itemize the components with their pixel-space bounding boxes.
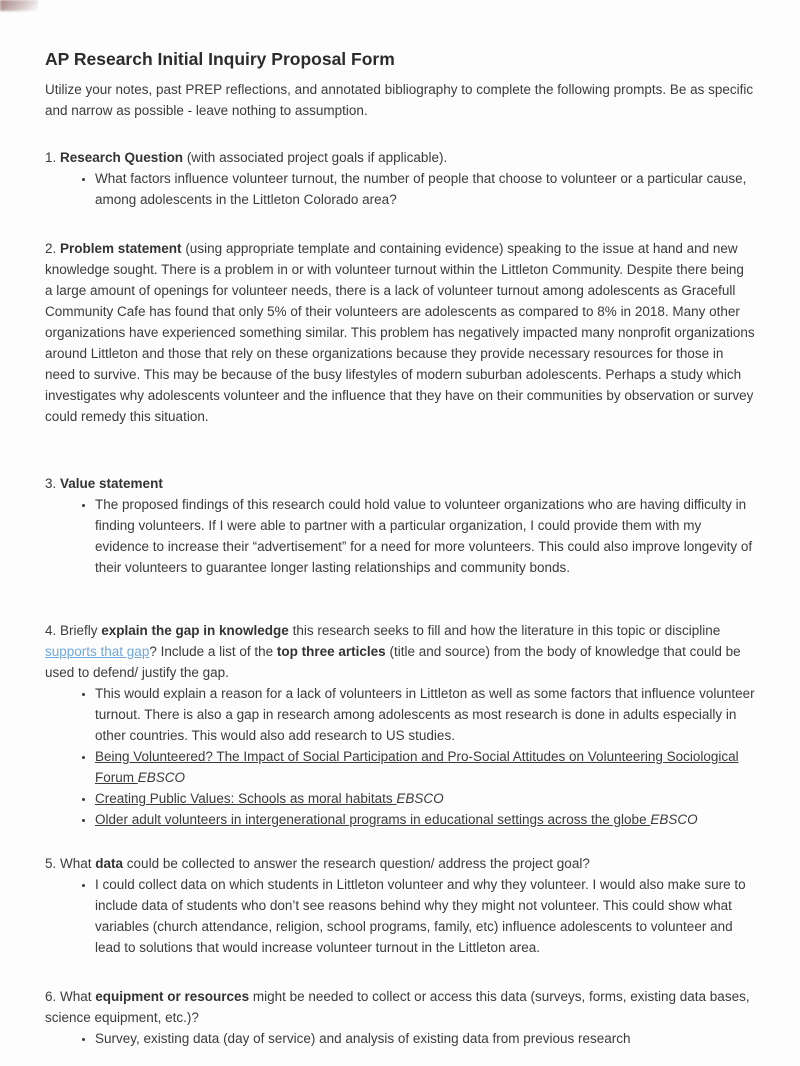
article-2-title: Creating Public Values: Schools as moral habitats (95, 791, 397, 806)
document-title: AP Research Initial Inquiry Proposal Form (45, 49, 395, 69)
intro-paragraph: Utilize your notes, past PREP reflections, and annotated bibliography to complete the following prompts. Be as specific and narrow as possible - leave nothing to assumption. (45, 82, 754, 118)
section-5-heading (45, 853, 755, 874)
article-1-title: Being Volunteered? The Impact of Social Participation and Pro-Social Attitudes on Volunteering Sociological Forum (95, 749, 739, 785)
section-3-bullet-list (45, 494, 755, 578)
section-5-title: data (95, 856, 124, 871)
section-2-title: Problem statement (60, 241, 182, 256)
section-6-number: 6. What (45, 989, 96, 1004)
section-6-heading (45, 986, 755, 1028)
section-gap-in-knowledge (45, 620, 755, 830)
equipment-bullet: • Survey, existing data (day of service) and analysis of existing data from previous research (95, 1028, 755, 1049)
section-1-bullet-list (45, 168, 755, 210)
section-problem-statement (45, 238, 755, 427)
section-4-text-c: (title and source) from the body of knowledge that could be used to defend/ justify the gap. (45, 644, 741, 680)
gap-explanation-bullet: • This would explain a reason for a lack of volunteers in Littleton as well as some factors that influence volunteer turnout. There is also a gap in research among adolescents as most research is done in adults especially in other countries. This would also add research to US studies. (95, 683, 755, 746)
section-1-heading (45, 147, 755, 168)
section-1-subtitle: (with associated project goals if applicable). (183, 150, 448, 165)
section-2-body: (using appropriate template and containing evidence) speaking to the issue at hand and new knowledge sought. There is a problem in or with volunteer turnout within the Littleton Community. Despite there being a large amount of openings for volunteer needs, there is a lack of volunteer turnout among adolescents as Gracefull Community Cafe has found that only 5% of their volunteers are adolescents as compared to 8% in 2018. Many other organizations have experienced something similar. This problem has negatively impacted many nonprofit organizations around Littleton and those that rely on these organizations because they provide necessary resources for those in need to survive. This may be because of the busy lifestyles of modern suburban adolescents. Perhaps a study which investigates why adolescents volunteer and the influence that they have on their communities by observation or survey could remedy this situation. (45, 241, 755, 424)
section-6-title: equipment or resources (95, 989, 250, 1004)
section-data (45, 853, 755, 958)
data-collection-bullet: • I could collect data on which students in Littleton volunteer and why they volunteer. I would also make sure to include data of students who don’t see reasons behind why they might not volunteer. This could show what variables (church attendance, religion, school programs, family, etc) influence adolescents to volunteer and lead to solutions that would increase volunteer turnout in the Littleton area. (95, 874, 755, 958)
section-1-title: Research Question (60, 150, 184, 165)
article-item-2 (95, 788, 755, 809)
section-6-bullet-list (45, 1028, 755, 1049)
article-1-source: EBSCO (137, 770, 186, 785)
article-item-3 (95, 809, 755, 830)
section-4-title: explain the gap in knowledge (101, 623, 289, 638)
article-3-title: Older adult volunteers in intergenerational programs in educational settings across the globe (95, 812, 651, 827)
section-research-question (45, 147, 755, 210)
article-2-source: EBSCO (396, 791, 444, 806)
section-3-number: 3. (45, 476, 61, 491)
section-5-number: 5. What (45, 856, 96, 871)
supports-that-gap-link[interactable]: supports that gap (45, 644, 150, 659)
section-4-bold-top-three: top three articles (276, 644, 386, 659)
section-1-number: 1. (45, 150, 61, 165)
section-4-number: 4. Briefly (45, 623, 102, 638)
value-statement-bullet: • The proposed findings of this research could hold value to volunteer organizations who are having difficulty in finding volunteers. If I were able to partner with a particular organization, I could provide them with my evidence to increase their “advertisement” for a need for more volunteers. This could also improve longevity of their volunteers to guarantee longer lasting relationships and community bonds. (95, 494, 755, 578)
section-2-paragraph (45, 238, 755, 427)
section-5-bullet-list (45, 874, 755, 958)
section-value-statement (45, 473, 755, 578)
section-5-text: could be collected to answer the research question/ address the project goal? (123, 856, 590, 871)
section-3-title: Value statement (60, 476, 163, 491)
section-4-text-b: ? Include a list of the (149, 644, 277, 659)
research-question-bullet: • What factors influence volunteer turnout, the number of people that choose to volunteer or a particular cause, among adolescents in the Littleton Colorado area? (95, 168, 755, 210)
section-3-heading (45, 473, 755, 494)
section-6-text: might be needed to collect or access this data (surveys, forms, existing data bases, science equipment, etc.)? (45, 989, 750, 1025)
scan-corner-artifact (0, 0, 38, 11)
section-4-text-a: this research seeks to fill and how the literature in this topic or discipline (288, 623, 721, 638)
section-4-heading (45, 620, 755, 683)
article-item-1 (95, 746, 755, 788)
article-3-source: EBSCO (650, 812, 698, 827)
section-equipment (45, 986, 755, 1049)
section-2-number: 2. (45, 241, 61, 256)
section-4-bullet-list (45, 683, 755, 830)
